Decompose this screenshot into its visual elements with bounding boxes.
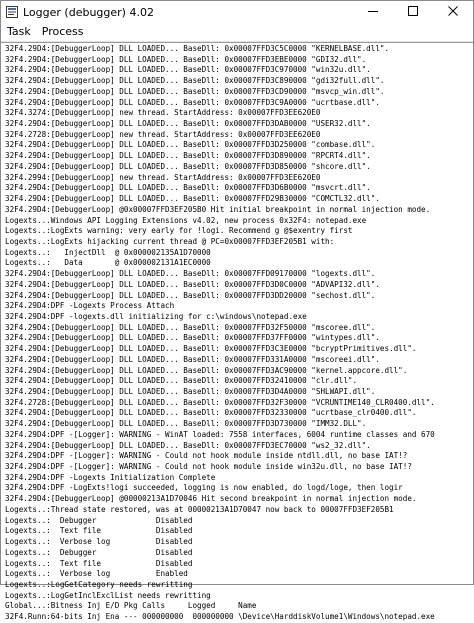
log-line: 32F4.29D4:[DebuggerLoop] DLL LOADED... BaseDll: 0x00007FFD3CD90000 "msvcp_win.dll". bbox=[5, 86, 385, 96]
window-title: Logger (debugger) 4.02 bbox=[23, 5, 154, 19]
log-line: Logexts..:LogExts hijacking current thread @ PC=0x00007FFD3EF205B1 with: bbox=[5, 236, 335, 246]
log-line: 32F4.2728:[DebuggerLoop] DLL LOADED... BaseDll: 0x00007FFD32F30000 "VCRUNTIME140_CLR0400.dll". bbox=[5, 397, 435, 407]
log-line: Logexts..: Debugger Disabled bbox=[5, 515, 193, 525]
log-line: 32F4.29D4:[DebuggerLoop] DLL LOADED... BaseDll: 0x00007FFD32410000 "clr.dll". bbox=[5, 376, 358, 386]
log-line: 32F4.29D4:[DebuggerLoop] DLL LOADED... BaseDll: 0x00007FFD3D850000 "shcore.dll". bbox=[5, 161, 371, 171]
log-line: Logexts..:Thread state restored, was at 00000213A1D70047 now back to 00007FFD3EF205B1 bbox=[5, 504, 394, 514]
close-button[interactable] bbox=[433, 1, 473, 23]
log-line: 32F4.29D4:[DebuggerLoop] DLL LOADED... BaseDll: 0x00007FFD3C970000 "win32u.dll". bbox=[5, 65, 371, 75]
log-line: 32F4.29D4:[DebuggerLoop] DLL LOADED... BaseDll: 0x00007FFD3D0C0000 "ADVAPI32.dll". bbox=[5, 279, 380, 289]
log-line: Global...:Bitness Inj E/D Pkg Calls Logged Name bbox=[5, 601, 257, 611]
log-line: 32F4.29D4:[DebuggerLoop] DLL LOADED... BaseDll: 0x00007FFD331A0000 "mscoreei.dll". bbox=[5, 354, 380, 364]
caption-buttons bbox=[353, 1, 473, 23]
log-line: 32F4.29D4:[DebuggerLoop] DLL LOADED... BaseDll: 0x00007FFD3EBE0000 "GDI32.dll". bbox=[5, 54, 367, 64]
log-line: 32F4.29D4:DPF -Logexts Initialization Complete bbox=[5, 472, 216, 482]
log-line: Logexts..:LogGetCategory needs rewritting bbox=[5, 579, 193, 589]
log-line: 32F4.29D4:[DebuggerLoop] DLL LOADED... BaseDll: 0x00007FFD3D890000 "RPCRT4.dll". bbox=[5, 151, 371, 161]
log-line: 32F4.2994:[DebuggerLoop] new thread. StartAddress: 0x00007FFD3EE620E0 bbox=[5, 172, 321, 182]
log-line: 32F4.29D4:DPF -LogExts!logi succeeded, logging is now enabled, do logd/loge, then logir bbox=[5, 483, 403, 493]
minimize-icon bbox=[368, 3, 378, 21]
log-line: 32F4.29D4:[DebuggerLoop] DLL LOADED... BaseDll: 0x00007FFD09170000 "logexts.dll". bbox=[5, 269, 376, 279]
log-line: 32F4.29D4:[DebuggerLoop] DLL LOADED... BaseDll: 0x00007FFD3D250000 "combase.dll". bbox=[5, 140, 376, 150]
log-line: 32F4.29D4:[DebuggerLoop] DLL LOADED... BaseDll: 0x00007FFD3DAB0000 "USER32.dll". bbox=[5, 119, 371, 129]
log-line: 32F4.29D4:[DebuggerLoop] DLL LOADED... BaseDll: 0x00007FFD3EC70000 "ws2_32.dll". bbox=[5, 440, 371, 450]
log-line: 32F4.2728:[DebuggerLoop] new thread. StartAddress: 0x00007FFD3EE620E0 bbox=[5, 129, 321, 139]
log-line: 32F4.29D4:[DebuggerLoop] DLL LOADED... BaseDll: 0x00007FFD3DD20000 "sechost.dll". bbox=[5, 290, 376, 300]
log-line: Logexts..: Verbose log Disabled bbox=[5, 537, 193, 547]
log-line: 32F4.29D4:DPF -Logexts Process Attach bbox=[5, 301, 175, 311]
log-line: Logexts..:LogGetInclExclList needs rewritting bbox=[5, 590, 211, 600]
log-line: 32F4.29D4:DPF -[Logger]: WARNING - Could not hook module inside win32u.dll, no base IAT!? bbox=[5, 462, 412, 472]
close-icon bbox=[448, 3, 458, 21]
log-list bbox=[5, 44, 471, 623]
menu-task[interactable]: Task bbox=[7, 25, 31, 38]
log-line: 32F4.29D4:DPF -[Logger]: WARNING - WinAT loaded: 7558 interfaces, 6004 runtime classes and 670 bbox=[5, 429, 435, 439]
log-line: 32F4.29D4:[DebuggerLoop] DLL LOADED... BaseDll: 0x00007FFD32330000 "ucrtbase_clr0400.dll". bbox=[5, 408, 417, 418]
log-line: Logexts..: InjectDll @ 0x000002135A1D70000 bbox=[5, 247, 211, 257]
log-line: 32F4.29D4:[DebuggerLoop] DLL LOADED... BaseDll: 0x00007FFD3D4A0000 "SHLWAPI.dll". bbox=[5, 387, 376, 396]
log-line: Logexts...Windows API Logging Extensions v4.02, new process 0x32F4: notepad.exe bbox=[5, 215, 367, 225]
log-line: Logexts..:LogExts warning: very early for !logi. Recommend g @$exentry first bbox=[5, 226, 353, 236]
minimize-button[interactable] bbox=[353, 1, 393, 23]
log-line: 32F4.29D4:[DebuggerLoop] DLL LOADED... BaseDll: 0x00007FFD3C3E0000 "bcryptPrimitives.dll". bbox=[5, 344, 417, 354]
logger-app-icon bbox=[6, 6, 18, 18]
maximize-button[interactable] bbox=[393, 1, 433, 23]
log-line: 32F4.29D4:DPF -[Logger]: WARNING - Could not hook module inside ntdll.dll, no base IAT!? bbox=[5, 451, 408, 461]
log-output[interactable] bbox=[1, 42, 473, 622]
menu-bar bbox=[1, 23, 473, 42]
log-line: 32F4.29D4:[DebuggerLoop] DLL LOADED... BaseDll: 0x00007FFD37FF0000 "wintypes.dll". bbox=[5, 333, 380, 343]
log-line: 32F4.29D4:[DebuggerLoop] DLL LOADED... BaseDll: 0x00007FFD3D6B0000 "msvcrt.dll". bbox=[5, 183, 371, 193]
log-line: Logexts..: Text file Disabled bbox=[5, 558, 193, 568]
log-line: Logexts..: Data @ 0x000002131A1EC0000 bbox=[5, 258, 211, 268]
log-line: 32F4.29D4:[DebuggerLoop] @0x00007FFD3EF205B0 Hit initial breakpoint in normal injection mode. bbox=[5, 204, 431, 214]
log-line: 32F4.29D4:[DebuggerLoop] DLL LOADED... BaseDll: 0x00007FFD32F50000 "mscoree.dll". bbox=[5, 322, 376, 332]
log-line: Logexts..: Verbose log Enabled bbox=[5, 569, 188, 579]
log-line: 32F4.29D4:[DebuggerLoop] DLL LOADED... BaseDll: 0x00007FFD3D730000 "IMM32.DLL". bbox=[5, 419, 367, 429]
log-line: 32F4.29D4:[DebuggerLoop] DLL LOADED... BaseDll: 0x00007FFD3C9A0000 "ucrtbase.dll". bbox=[5, 97, 380, 107]
title-bar[interactable] bbox=[1, 1, 473, 23]
maximize-icon bbox=[408, 3, 418, 21]
log-line: 32F4.3274:[DebuggerLoop] new thread. StartAddress: 0x00007FFD3EE620E0 bbox=[5, 108, 321, 118]
log-line: Logexts..: Text file Disabled bbox=[5, 526, 193, 536]
log-line: 32F4.29D4:[DebuggerLoop] @00000213A1D70046 Hit second breakpoint in normal injection mode. bbox=[5, 494, 417, 504]
log-line: 32F4.29D4:[DebuggerLoop] DLL LOADED... BaseDll: 0x00007FFD3C890000 "gdi32full.dll". bbox=[5, 76, 385, 86]
log-line: 32F4.29D4:[DebuggerLoop] DLL LOADED... BaseDll: 0x00007FFD3C5C0000 "KERNELBASE.dll". bbox=[5, 44, 390, 53]
log-line: 32F4.29D4:[DebuggerLoop] DLL LOADED... BaseDll: 0x00007FFD29B30000 "COMCTL32.dll". bbox=[5, 194, 380, 204]
log-line: Logexts..: Debugger Disabled bbox=[5, 547, 193, 557]
log-line: 32F4.29D4:[DebuggerLoop] DLL LOADED... BaseDll: 0x00007FFD3AC90000 "kernel.appcore.dll". bbox=[5, 365, 408, 375]
log-line: 32F4.29D4:DPF -logexts.dll initializing for c:\windows\notepad.exe bbox=[5, 311, 307, 321]
log-line: 32F4.Runn:64-bits Inj Ena --- 000000000 000000000 \Device\HarddiskVolume1\Windows\notepad.exe bbox=[5, 612, 435, 622]
menu-process[interactable]: Process bbox=[41, 25, 84, 38]
